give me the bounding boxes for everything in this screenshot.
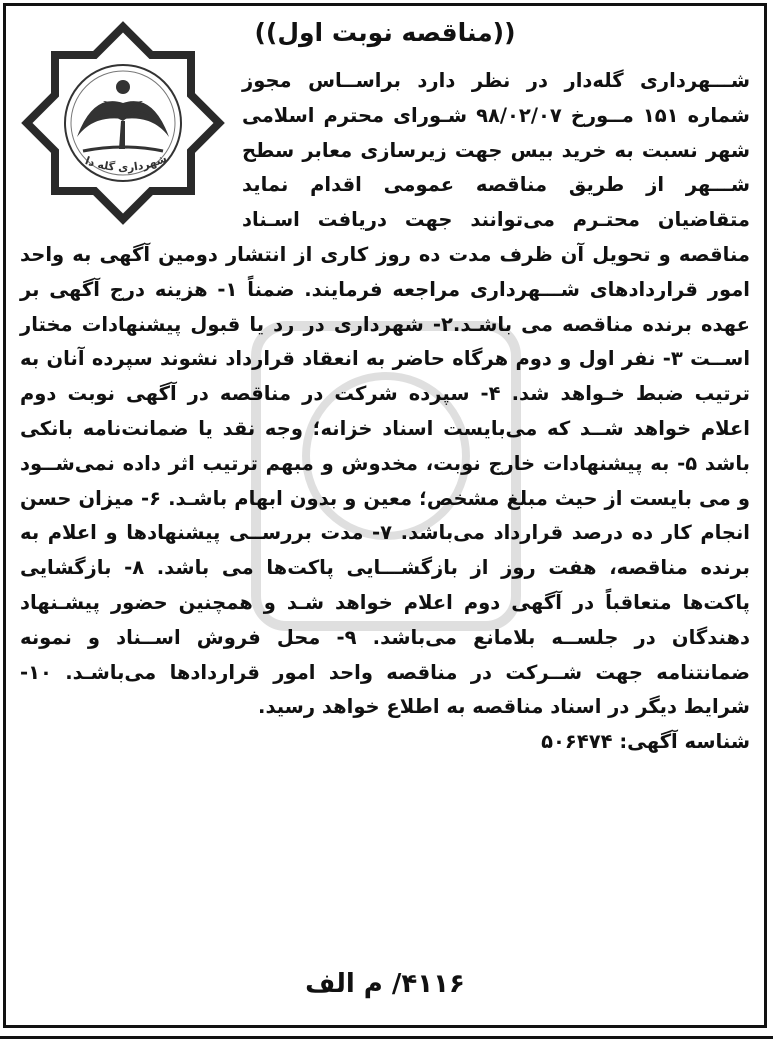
notice-body: شـــهرداری گله‌دار در نظر دارد براســاس مجوز شماره ۱۵۱ مــورخ ۹۸/۰۲/۰۷ شـورای محترم اسلامی شهر نسبت به خرید بیس جهت زیرسازی معابر سطح شـــهر از طریق مناقصه عمومی اقدام نماید متقاضیان محتـرم می‌توانند جهت دریافت اسـناد مناقصه و تحویل آن ظرف مدت ده روز کاری از انتشار دومین آگهی به واحد امور قراردادهای شـــهرداری مراجعه فرمایند. ضمناً ۱- هزینه درج آگهی بر عهده برنده مناقصه می باشـد.۲- شهرداری در رد یا قبول پیشنهادات مختار اســت ۳- نفر اول و دوم هرگاه حاضر به انعقاد قرارداد نشوند سپرده آنان به ترتیب ضبط خـواهد شد. ۴- سپرده شرکت در مناقصه در آگهی نوبت دوم اعلام خواهد شــد که می‌بایست اسناد خزانه؛ وجه نقد یا ضمانت‌نامه بانکی باشد ۵- به پیشنهادات خارج نوبت، مخدوش و مبهم ترتیب اثر داده نمی‌شــود و می بایست از حیث مبلغ مشخص؛ معین و بدون ابهام باشـد. ۶- میزان حسن انجام کار ده درصد قرارداد می‌باشد. ۷- مدت بررســی پیشنهادها و اعلام به برنده مناقصه، هفت روز از بازگشـــایی پاکت‌ها می باشد. ۸- بازگشایی پاکت‌ها متعاقباً در آگهی دوم اعلام خواهد شـد و همچنین حضور پیشـنهاد دهندگان در جلســه بلامانع می‌باشد. ۹- محل فروش اســناد و نمونه ضمانتنامه جهت شــرکت در مناقصه واحد امور قراردادها می‌باشـد. ۱۰- شرایط دیگر در اسناد مناقصه به اطلاع خواهد رسید.	[20, 69, 751, 719]
logo-text: شهرداری گله دا	[83, 151, 169, 175]
municipality-emblem-icon	[18, 18, 228, 228]
tender-notice	[3, 3, 767, 1028]
notice-title: ((مناقصه نوبت اول))	[254, 18, 516, 47]
bottom-divider	[0, 1036, 773, 1050]
reference-code: ۴۱۱۶/ م الف	[305, 969, 465, 999]
announcement-id: شناسه آگهی: ۵۰۶۴۷۴	[541, 730, 750, 754]
